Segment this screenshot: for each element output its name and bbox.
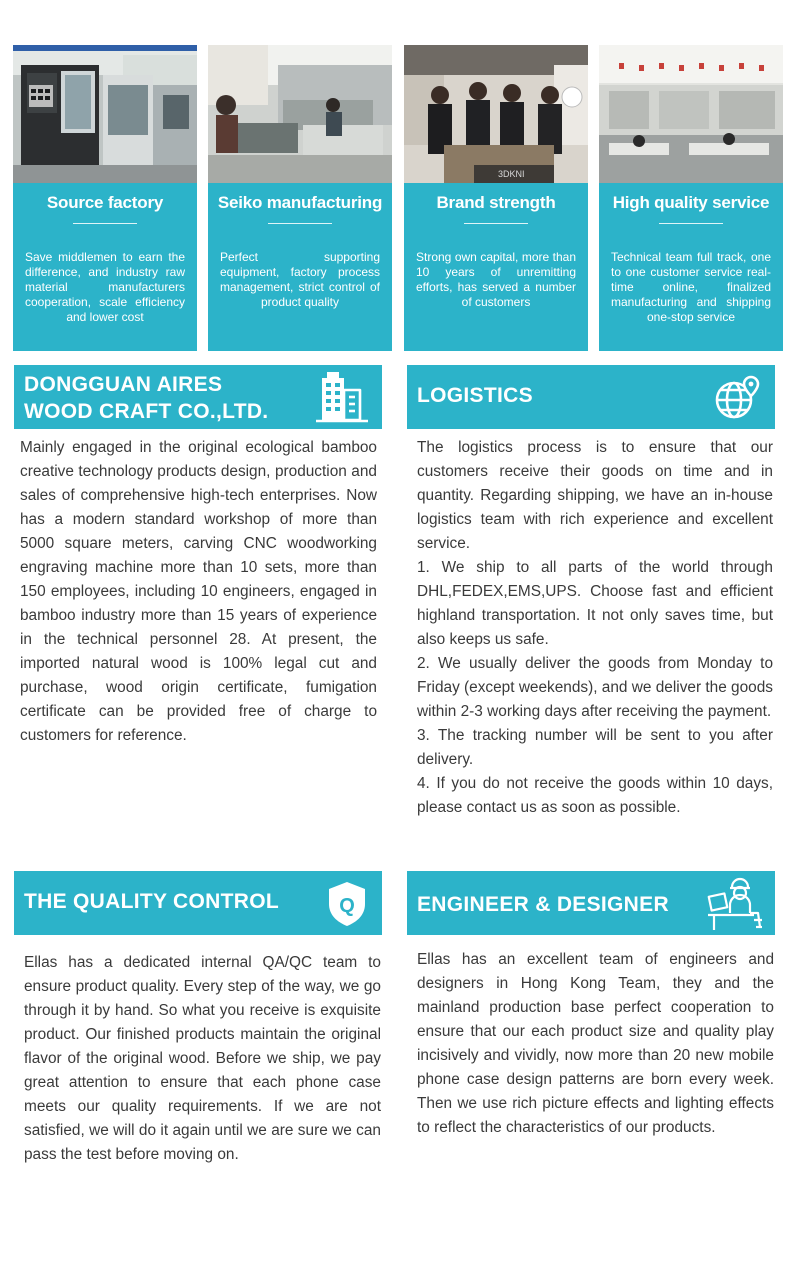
globe-location-icon — [713, 375, 761, 426]
feature-card-seiko-manufacturing — [208, 45, 392, 351]
engineer-title: ENGINEER & DESIGNER — [417, 893, 669, 916]
divider — [464, 223, 528, 224]
cnc-machine-photo — [13, 45, 197, 183]
company-title — [24, 371, 268, 425]
card-title: High quality service — [612, 193, 770, 212]
quality-header — [14, 871, 382, 935]
company-description — [20, 436, 377, 748]
feature-card-brand-strength — [404, 45, 588, 351]
exhibition-team-photo — [404, 45, 588, 183]
card-description: Strong own capital, more than 10 years of unremitting efforts, has served a number of customers — [416, 250, 576, 309]
quality-text: Ellas has a dedicated internal QA/QC team to ensure product quality. Every step of the way, we go through it by hand. So what you receive is exquisite product. Our finished products maintain the original flavor of the original wood. Before we ship, we pay great attention to ensure that each phone case meets our quality requirements. If we are not satisfied, we will do it again until we are sure we can pass the test before moving on. — [24, 954, 381, 1163]
engineer-header — [407, 871, 775, 935]
card-title: Brand strength — [436, 193, 556, 212]
logistics-header — [407, 365, 775, 429]
quality-shield-icon — [325, 880, 369, 933]
company-title-line1: DONGGUAN AIRES — [24, 373, 223, 396]
quality-icon-letter: Q — [339, 895, 355, 917]
building-icon — [314, 372, 370, 429]
card-title: Seiko manufacturing — [217, 193, 383, 212]
card-description: Perfect supporting equipment, factory process management, strict control of product quality — [220, 250, 380, 309]
workshop-photo — [208, 45, 392, 183]
logistics-point: 2. We usually deliver the goods from Monday to Friday (except weekends), and we deliver the goods within 2-3 working days after receiving the payment. — [417, 655, 773, 720]
logistics-point: 4. If you do not receive the goods within 10 days, please contact us as soon as possible. — [417, 775, 773, 816]
company-header — [14, 365, 382, 429]
card-title: Source factory — [46, 193, 164, 212]
logistics-point: 1. We ship to all parts of the world through DHL,FEDEX,EMS,UPS. Choose fast and efficient highland transportation. It not only saves time, but also keeps us safe. — [417, 559, 773, 648]
feature-card-high-quality-service — [599, 45, 783, 351]
company-title-line2: WOOD CRAFT CO.,LTD. — [24, 400, 269, 423]
quality-title: THE QUALITY CONTROL — [24, 890, 279, 913]
divider — [73, 223, 137, 224]
logistics-point: 3. The tracking number will be sent to you after delivery. — [417, 727, 773, 768]
office-photo — [599, 45, 783, 183]
engineer-description — [417, 948, 774, 1140]
divider — [268, 223, 332, 224]
booth-sign-text: 3DKNI — [498, 169, 525, 179]
logistics-intro: The logistics process is to ensure that our customers receive their goods on time and in quantity. Regarding shipping, we have an in-house logistics team with rich experience and excellent service. — [417, 439, 773, 552]
card-description: Save middlemen to earn the difference, and industry raw material manufacturers cooperation, scale efficiency and lower cost — [25, 250, 185, 324]
card-description: Technical team full track, one to one customer service real-time online, finalized manufacturing and shipping one-stop service — [611, 250, 771, 324]
engineer-desk-icon — [704, 875, 768, 938]
logistics-description — [417, 436, 773, 820]
feature-card-source-factory — [13, 45, 197, 351]
logistics-title: LOGISTICS — [417, 384, 533, 407]
engineer-text: Ellas has an excellent team of engineers and designers in Hong Kong Team, they and the mainland production base perfect cooperation to ensure that our each product size and quality play incisively and vividly, now more than 20 new mobile phone case design patterns are born every week. Then we use rich picture effects and lighting effects to reflect the characteristics of our products. — [417, 951, 774, 1136]
company-text: Mainly engaged in the original ecological bamboo creative technology products design, production and sales of comprehensive high-tech enterprises. Now has a modern standard workshop of more than 5000 square meters, carving CNC woodworking engraving machine more than 10 sets, more than 150 employees, including 10 engineers, engaged in bamboo industry more than 15 years of experience in the technical personnel 28. At present, the imported natural wood is 100% legal cut and purchase, wood origin certificate, fumigation certificate can be provided free of charge to customers for reference. — [20, 439, 377, 744]
divider — [659, 223, 723, 224]
quality-description — [24, 951, 381, 1167]
